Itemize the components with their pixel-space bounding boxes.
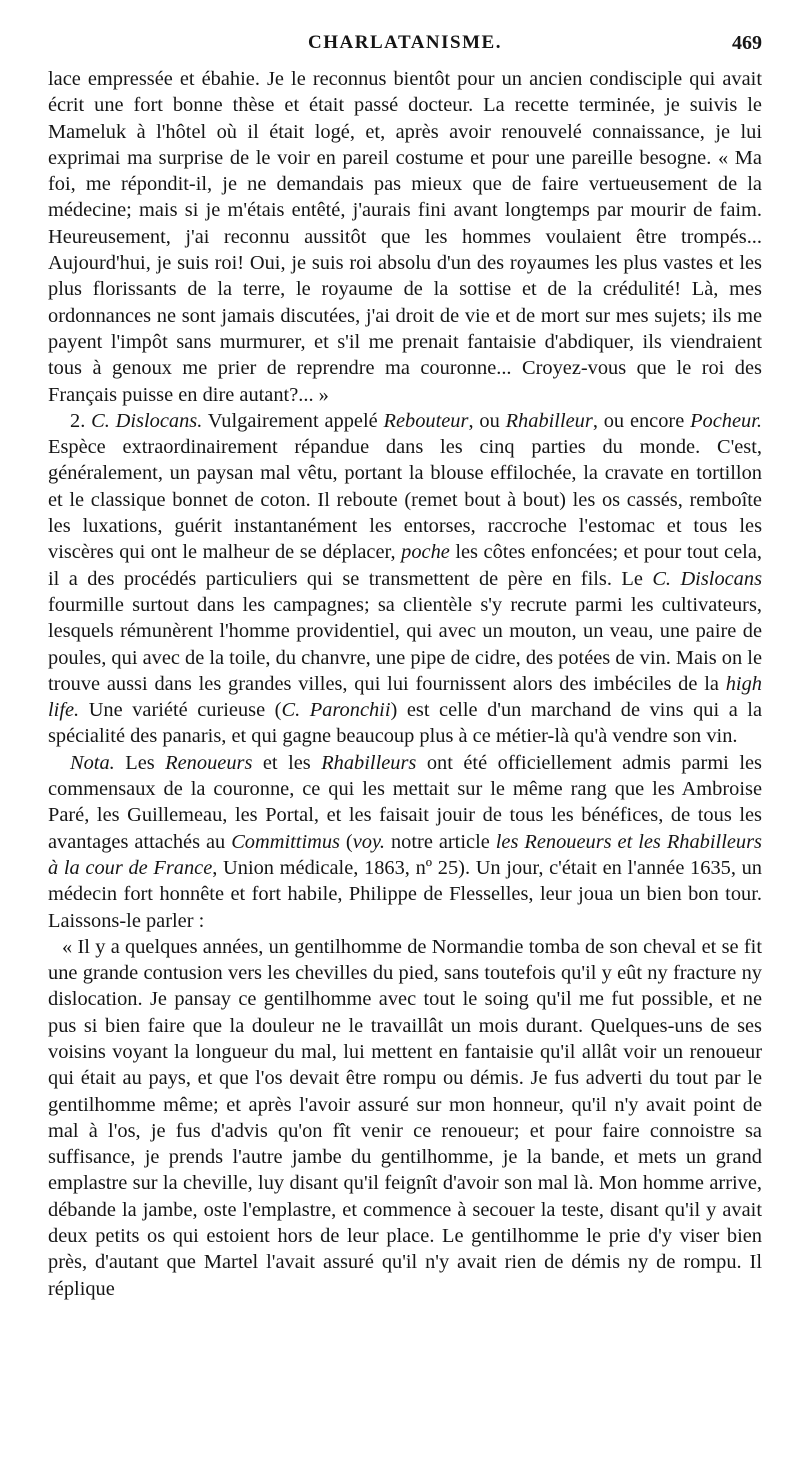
text-run: fourmille surtout dans les campagnes; sa clientèle s'y recrute parmi les cultivateurs, lesquels rémunèrent l'homme providentiel, qui avec un mouton, un veau, une paire de poules, qui avec de la toile, du chanvre, une pipe de cidre, des potées de vin. Mais on le trouve aussi dans les grandes villes, qui lui fournissent alors des imbéciles de la <box>48 593 763 695</box>
body-text <box>48 66 762 1302</box>
text-run: notre article <box>385 830 496 853</box>
text-run: 2. <box>70 409 92 432</box>
italic-text-run: Committimus <box>231 830 340 853</box>
italic-text-run: Rebouteur <box>383 409 469 432</box>
italic-text-run: voy. <box>352 830 386 853</box>
text-run: Les <box>114 751 166 774</box>
text-run: les côtes enfoncées; et pour tout cela, il a des procédés particuliers qui se transmettent de père en fils. Le <box>48 541 762 590</box>
italic-text-run: poche <box>401 541 450 564</box>
running-head: CHARLATANISME. <box>308 32 502 53</box>
page-number: 469 <box>732 32 762 54</box>
text-run: ( <box>339 830 353 853</box>
paragraph-quotation <box>48 934 762 1302</box>
italic-text-run: les Renoueurs et les Rhabilleurs à la cour de France <box>48 830 762 879</box>
text-run: lace empressée et ébahie. Je le reconnus bientôt pour un ancien condisciple qui avait écrit une fort bonne thèse et était passé docteur. La recette terminée, je suivis le Mameluk à l'hôtel où il était logé, et, après avoir renouvelé connaissance, je lui exprimai ma surprise de le voir en pareil costume et pour une pareille besogne. « Ma foi, me répondit-il, je ne demandais pas mieux que de faire vertueusement de la médecine; mais si je m'étais entêté, j'aurais fini avant longtemps par mourir de faim. Heureusement, j'ai reconnu aussitôt que les hommes voulaient être trompés... Aujourd'hui, je suis roi! Oui, je suis roi absolu d'un des royaumes les plus vastes et les plus florissants de la terre, le royaume de la sottise et de la crédulité! Là, mes ordonnances ne sont jamais discutées, j'ai droit de vie et de mort sur mes sujets; ils me payent l'impôt sans murmurer, et s'il me prenait fantaisie d'abdiquer, ils viendraient tous à genoux me prier de reprendre ma couronne... Croyez-vous que le roi des Français puisse en dire autant?... » <box>48 68 762 406</box>
text-run: ont été officiellement admis parmi les commensaux de la couronne, ce qui les mettait sur le même rang que les Ambroise Paré, les Guillemeau, les Portal, et les faisait jouir de tous les bénéfices, de tous les avantages attachés au <box>48 751 762 853</box>
text-run: Vulgairement appelé <box>202 409 384 432</box>
italic-text-run: Rhabilleur <box>505 409 593 432</box>
paragraph-dislocans <box>48 408 762 750</box>
text-run: Une variété curieuse ( <box>79 699 282 722</box>
paragraph-nota <box>48 750 762 934</box>
italic-text-run: Nota. <box>70 751 115 774</box>
text-run: ) est celle d'un marchand de vins qui a la spécialité des panaris, et qui gagne beaucoup plus à ce métier-là qu'à vendre son vin. <box>48 699 763 748</box>
italic-text-run: C. Dislocans <box>652 567 763 590</box>
text-run: « Il y a quelques années, un gentilhomme de Normandie tomba de son cheval et se fit une grande contusion vers les chevilles du pied, sans toutefois qu'il y eût ny fracture ny dislocation. Je pansay ce gentilhomme avec tout le soing qu'il me fut possible, et ne pus si bien faire que la douleur ne le travaillât un mois durant. Quelques-uns de ses voisins voyant la longueur du mal, lui mettent en fantaisie qu'il allât voir un renoueur qui était au pays, et que l'os devait être rompu ou démis. Je fus adverti du tout par le gentilhomme même; et après l'avoir assuré sur mon honneur, qu'il n'y avait point de mal à l'os, je fus d'advis qu'on fît venir ce renoueur; et pour faire connoistre sa suffisance, je prends l'autre jambe du gentilhomme, je la bande, et mets un grand emplastre sur la cheville, luy disant qu'il feignît d'avoir son mal là. Mon homme arrive, débande la jambe, oste l'emplastre, et commence à secouer la teste, disant qu'il y avait deux petits os qui estoient hors de leur place. Le gentilhomme le prie d'y viser bien près, d'autant que Martel l'avait assuré qu'il n'y avait rien de démis ny de rompu. Il réplique <box>48 935 762 1300</box>
italic-text-run: high life. <box>48 672 762 722</box>
text-run: et les <box>252 751 322 774</box>
paragraph-continuation <box>48 66 762 408</box>
text-run: , Union médicale, 1863, nº 25). Un jour, c'était en l'année 1635, un médecin fort honnête et fort habile, Philippe de Flesselles, leur joua un bien bon tour. Laissons-le parler : <box>48 856 762 932</box>
italic-text-run: Renoueurs <box>165 751 253 774</box>
page-header <box>48 28 762 58</box>
italic-text-run: Rhabilleurs <box>321 751 417 774</box>
italic-text-run: C. Paronchii <box>281 699 391 722</box>
italic-text-run: Pocheur. <box>690 409 763 432</box>
text-run: , ou encore <box>592 409 691 432</box>
text-run: , ou <box>468 409 506 432</box>
text-run: Espèce extraordinairement répandue dans les cinq parties du monde. C'est, généralement, un paysan mal vêtu, portant la blouse effilochée, la cravate en tortillon et le classique bonnet de coton. Il reboute (remet bout à bout) les os cassés, remboîte les luxations, guérit instantanément les entorses, raccroche l'estomac et tous les viscères qui ont le malheur de se déplacer, <box>48 436 762 564</box>
italic-text-run: C. Dislocans. <box>91 409 203 432</box>
